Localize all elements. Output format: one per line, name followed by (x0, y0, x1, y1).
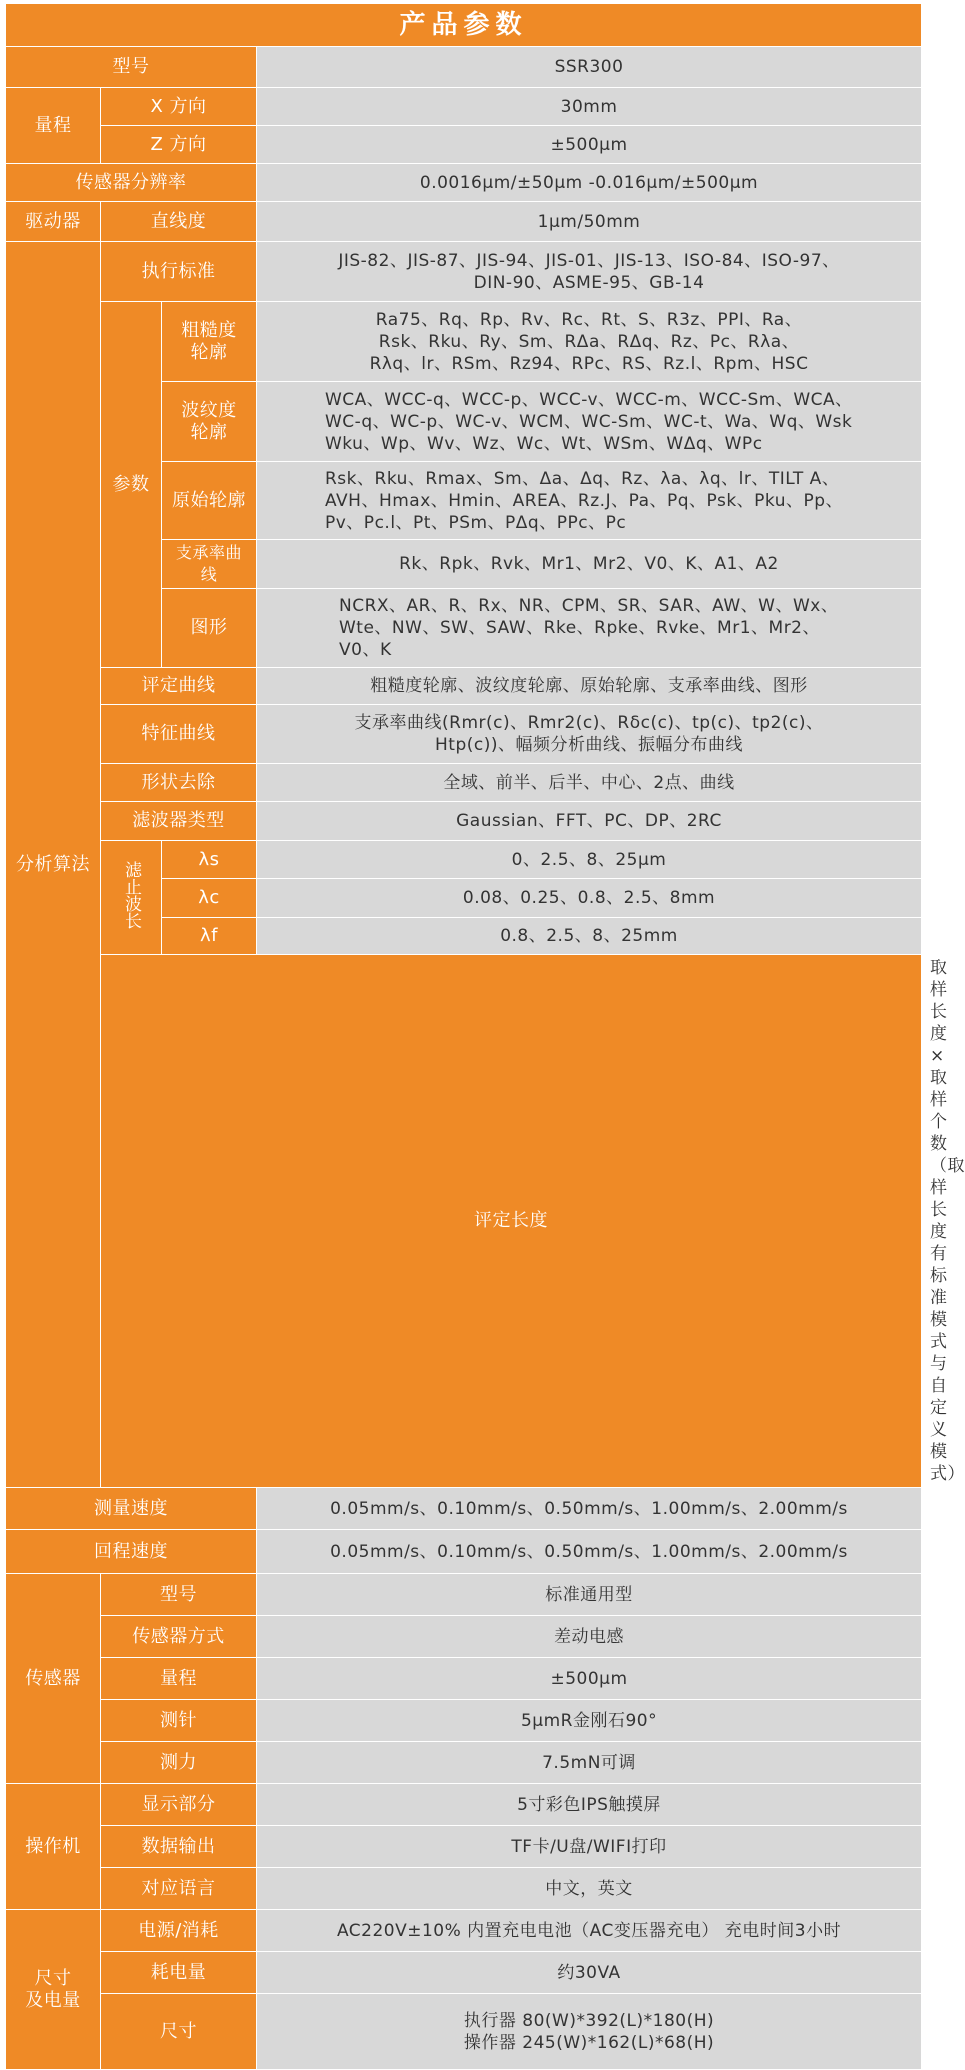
primary-label: 原始轮廓 (162, 462, 257, 540)
sensor-type-value: 标准通用型 (257, 1574, 922, 1616)
stylus-value: 5μmR金刚石90° (257, 1700, 922, 1742)
sensor-resolution-value: 0.0016μm/±50μm -0.016μm/±500μm (257, 164, 922, 202)
eval-curve-value: 粗糙度轮廓、波纹度轮廓、原始轮廓、支承率曲线、图形 (257, 668, 922, 705)
display-label: 显示部分 (101, 1784, 257, 1826)
force-value: 7.5mN可调 (257, 1742, 922, 1784)
operator-label: 操作机 (6, 1784, 101, 1910)
bearing-label: 支承率曲线 (162, 540, 257, 589)
stylus-label: 测针 (101, 1700, 257, 1742)
cutoff-ls-value: 0、2.5、8、25μm (257, 841, 922, 879)
drive-label: 驱动器 (6, 202, 101, 242)
size-power-label: 尺寸 及电量 (6, 1910, 101, 2070)
display-value: 5寸彩色IPS触摸屏 (257, 1784, 922, 1826)
drive-straightness-value: 1μm/50mm (257, 202, 922, 242)
measure-speed-label: 测量速度 (6, 1488, 257, 1530)
sensor-resolution-label: 传感器分辨率 (6, 164, 257, 202)
range-x-value: 30mm (257, 88, 922, 126)
sensor-range-value: ±500μm (257, 1658, 922, 1700)
motif-value: NCRX、AR、R、Rx、NR、CPM、SR、SAR、AW、W、Wx、 Wte、NW、SW、SAW、Rke、Rpke、Rvke、Mr1、Mr2、 V0、K (257, 589, 922, 668)
waviness-label: 波纹度 轮廓 (162, 382, 257, 462)
feature-curve-value: 支承率曲线(Rmr(c)、Rmr2(c)、Rδc(c)、tp(c)、tp2(c)、 Htp(c))、幅频分析曲线、振幅分布曲线 (257, 705, 922, 764)
return-speed-label: 回程速度 (6, 1530, 257, 1574)
language-label: 对应语言 (101, 1868, 257, 1910)
data-output-label: 数据输出 (101, 1826, 257, 1868)
standard-label: 执行标准 (101, 242, 257, 302)
analysis-label: 分析算法 (6, 242, 101, 1488)
waviness-value: WCA、WCC-q、WCC-p、WCC-v、WCC-m、WCC-Sm、WCA、 WC-q、WC-p、WC-v、WCM、WC-Sm、WC-t、Wa、Wq、Wsk Wku、Wp、Wv、Wz、Wc、Wt、WSm、WΔq、WPc (257, 382, 922, 462)
consumption-label: 耗电量 (101, 1952, 257, 1994)
roughness-label: 粗糙度 轮廓 (162, 302, 257, 382)
form-removal-label: 形状去除 (101, 764, 257, 802)
sensor-method-value: 差动电感 (257, 1616, 922, 1658)
power-label: 电源/消耗 (101, 1910, 257, 1952)
range-z-value: ±500μm (257, 126, 922, 164)
sensor-range-label: 量程 (101, 1658, 257, 1700)
range-x-label: X 方向 (101, 88, 257, 126)
data-output-value: TF卡/U盘/WIFI打印 (257, 1826, 922, 1868)
sensor-method-label: 传感器方式 (101, 1616, 257, 1658)
model-value: SSR300 (257, 47, 922, 88)
page-title: 产品参数 (6, 4, 922, 47)
cutoff-lc-label: λc (162, 879, 257, 918)
sensor-type-label: 型号 (101, 1574, 257, 1616)
roughness-value: Ra75、Rq、Rp、Rv、Rc、Rt、S、R3z、PPI、Ra、 Rsk、Rku、Ry、Sm、RΔa、RΔq、Rz、Pc、Rλa、 Rλq、lr、RSm、Rz94、RPc、RS、Rz.l、Rpm、HSC (257, 302, 922, 382)
return-speed-value: 0.05mm/s、0.10mm/s、0.50mm/s、1.00mm/s、2.00mm/s (257, 1530, 922, 1574)
language-value: 中文，英文 (257, 1868, 922, 1910)
standard-value: JIS-82、JIS-87、JIS-94、JIS-01、JIS-13、ISO-84、ISO-97、 DIN-90、ASME-95、GB-14 (257, 242, 922, 302)
cutoff-lf-value: 0.8、2.5、8、25mm (257, 918, 922, 955)
cutoff-ls-label: λs (162, 841, 257, 879)
filter-type-label: 滤波器类型 (101, 802, 257, 841)
consumption-value: 约30VA (257, 1952, 922, 1994)
dimension-label: 尺寸 (101, 1994, 257, 2070)
model-label: 型号 (6, 47, 257, 88)
eval-curve-label: 评定曲线 (101, 668, 257, 705)
motif-label: 图形 (162, 589, 257, 668)
cutoff-label-text: 滤止波长 (121, 861, 141, 929)
range-label: 量程 (6, 88, 101, 164)
dimension-value: 执行器 80(W)*392(L)*180(H) 操作器 245(W)*162(L)*68(H) (257, 1994, 922, 2070)
sensor-label: 传感器 (6, 1574, 101, 1784)
cutoff-label (101, 841, 162, 955)
bearing-value: Rk、Rpk、Rvk、Mr1、Mr2、V0、K、A1、A2 (257, 540, 922, 589)
eval-length-label: 评定长度 (101, 955, 922, 1488)
spec-table: 产品参数 型号 SSR300 量程 X 方向 30mm Z 方向 ±500μm 传感器分辨率 0.0016μm/±50μm -0.016μm/±500μm 驱动器 直线度 1μm/50mm 分析算法 执行标准 JIS-82、JIS-87、JIS-94、JIS-01、JIS-13、ISO-84、ISO-97、 DIN-90、ASME-95、GB-14 参数 粗糙度 轮廓 Ra75、Rq、Rp、Rv、Rc、Rt、S、R3z、PPI、Ra、 Rsk、Rku、Ry、Sm、RΔa、RΔq、Rz、Pc、Rλa、 Rλq、lr、RSm、Rz94、RPc、RS、Rz.l、Rpm、HSC 波纹度 轮廓 WCA、WCC-q、WCC-p、WCC-v、WCC-m、WCC-Sm、WCA、 WC-q、WC-p、WC-v、WCM、WC-Sm、WC-t、Wa、Wq、Wsk Wku、Wp、Wv、Wz、Wc、Wt、WSm、WΔq、WPc 原始轮廓 Rsk、Rku、Rmax、Sm、Δa、Δq、Rz、λa、λq、lr、TILT A、 AVH、Hmax、Hmin、AREA、Rz.J、Pa、Pq、Psk、Pku、Pp、 Pv、Pc.l、Pt、PSm、PΔq、PPc、Pc 支承率曲线 Rk、Rpk、Rvk、Mr1、Mr2、V0、K、A1、A2 图形 NCRX、AR、R、Rx、NR、CPM、SR、SAR、AW、W、Wx、 Wte、NW、SW、SAW、Rke、Rpke、Rvke、Mr1、Mr2、 V0、K 评定曲线 粗糙度轮廓、波纹度轮廓、原始轮廓、支承率曲线、图形 特征曲线 支承率曲线(Rmr(c)、Rmr2(c)、Rδc(c)、tp(c)、tp2(c)、 Htp(c))、幅频分析曲线、振幅分布曲线 形状去除 全域、前半、后半、中心、2点、曲线 滤波器类型 Gaussian、FFT、PC、DP、2RC 滤止波长 λs 0、2.5、8、25μm λc 0.08、0.25、0.8、2.5、8mm λf 0.8、2.5、8、25mm 评定长度 取样长度 × 取样个数（取样长度有标准模式与自定义模式） 测量速度 0.05mm/s、0.10mm/s、0.50mm/s、1.00mm/s、2.00mm/s 回程速度 0.05mm/s、0.10mm/s、0.50mm/s、1.00mm/s、2.00mm/s 传感器 型号 标准通用型 传感器方式 差动电感 量程 ±500μm 测针 5μmR金刚石90° 测力 7.5mN可调 操作机 显示部分 5寸彩色IPS触摸屏 数据输出 TF卡/U盘/WIFI打印 对应语言 中文，英文 尺寸 及电量 电源/消耗 AC220V±10% 内置充电电池（AC变压器充电） 充电时间3小时 耗电量 约30VA 尺寸 执行器 80(W)*392(L)*180(H) 操作器 245(W)*162(L)*68(H) (5, 3, 922, 2070)
cutoff-lc-value: 0.08、0.25、0.8、2.5、8mm (257, 879, 922, 918)
params-label: 参数 (101, 302, 162, 668)
drive-straightness-label: 直线度 (101, 202, 257, 242)
primary-value: Rsk、Rku、Rmax、Sm、Δa、Δq、Rz、λa、λq、lr、TILT A、 AVH、Hmax、Hmin、AREA、Rz.J、Pa、Pq、Psk、Pku、Pp、 Pv、Pc.l、Pt、PSm、PΔq、PPc、Pc (257, 462, 922, 540)
feature-curve-label: 特征曲线 (101, 705, 257, 764)
power-value: AC220V±10% 内置充电电池（AC变压器充电） 充电时间3小时 (257, 1910, 922, 1952)
measure-speed-value: 0.05mm/s、0.10mm/s、0.50mm/s、1.00mm/s、2.00mm/s (257, 1488, 922, 1530)
force-label: 测力 (101, 1742, 257, 1784)
form-removal-value: 全域、前半、后半、中心、2点、曲线 (257, 764, 922, 802)
filter-type-value: Gaussian、FFT、PC、DP、2RC (257, 802, 922, 841)
range-z-label: Z 方向 (101, 126, 257, 164)
cutoff-lf-label: λf (162, 918, 257, 955)
